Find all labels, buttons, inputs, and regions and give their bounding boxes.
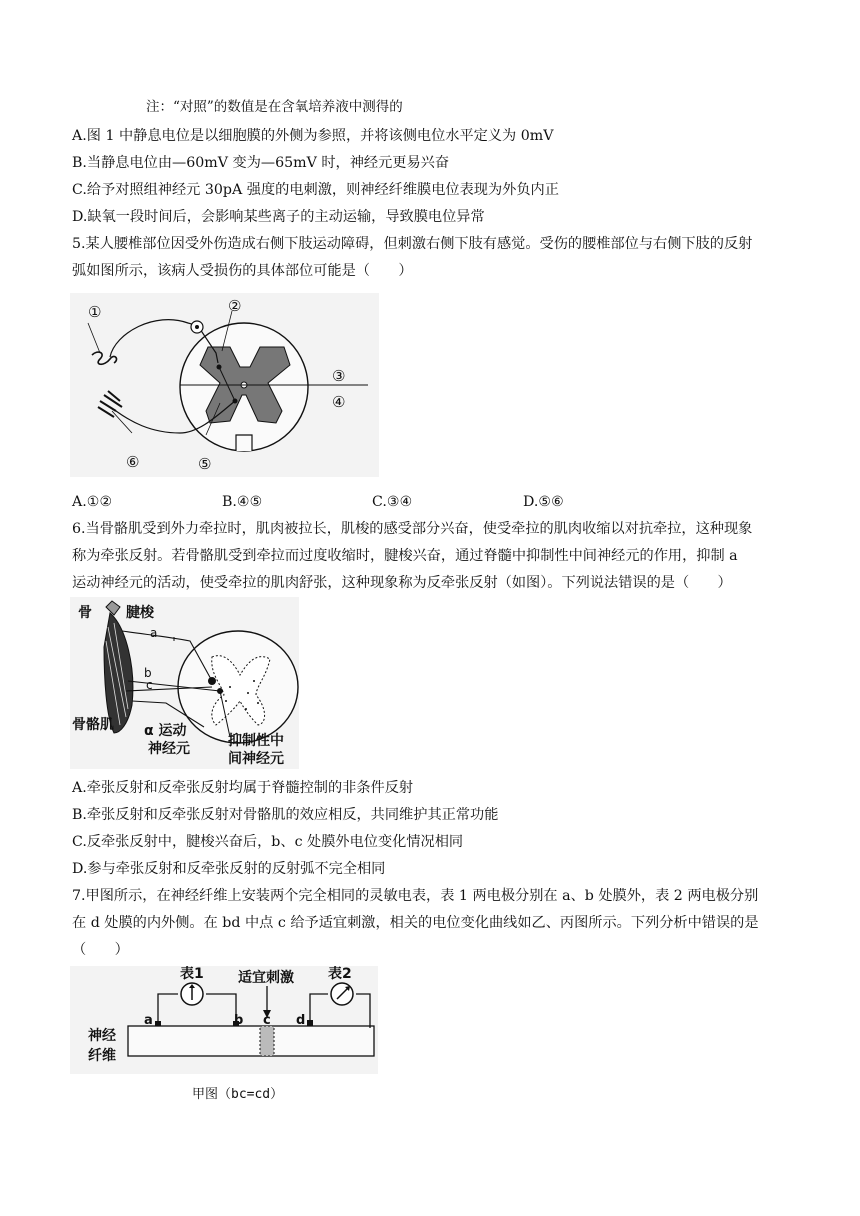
table-note: 注：“对照”的数值是在含氧培养液中测得的 — [146, 99, 403, 115]
label-meter2: 表2 — [328, 966, 352, 982]
q5-stem-line2: 弧如图所示，该病人受损伤的具体部位可能是（ ） — [72, 263, 413, 279]
q4-option-a: A.图 1 中静息电位是以细胞膜的外侧为参照，并将该侧电位水平定义为 0mV — [72, 128, 554, 144]
label-tendon-spindle: 腱梭 — [126, 605, 154, 621]
label-1: ① — [88, 303, 102, 321]
q4-option-c: C.给予对照组神经元 30pA 强度的电刺激，则神经纤维膜电位表现为外负内正 — [72, 182, 559, 198]
q6-option-d: D.参与牵张反射和反牵张反射的反射弧不完全相同 — [72, 861, 386, 877]
label-motor-neuron-2: 神经元 — [148, 741, 190, 757]
label-2: ② — [228, 297, 242, 315]
q7-nerve-fiber-figure — [70, 966, 378, 1074]
label-b: b — [234, 1013, 244, 1028]
label-c: c — [263, 1013, 271, 1028]
label-c: c — [146, 678, 153, 692]
label-fiber-1: 神经 — [88, 1028, 116, 1044]
q6-option-c: C.反牵张反射中，腱梭兴奋后，b、c 处膜外电位变化情况相同 — [72, 834, 464, 850]
q6-option-b: B.牵张反射和反牵张反射对骨骼肌的效应相反，共同维护其正常功能 — [72, 807, 499, 823]
q7-stem-line2: 在 d 处膜的内外侧。在 bd 中点 c 给予适宜刺激，相关的电位变化曲线如乙、丙图所示。下列分析中错误的是 — [72, 915, 759, 931]
label-4: ④ — [332, 393, 346, 411]
q7-stem-line1: 7.甲图所示，在神经纤维上安装两个完全相同的灵敏电表，表 1 两电极分别在 a、b 处膜外，表 2 两电极分别 — [72, 888, 759, 904]
label-bone: 骨 — [78, 605, 92, 621]
label-skeletal-muscle: 骨骼肌 — [72, 717, 114, 733]
label-inhibitory-2: 间神经元 — [228, 751, 284, 767]
q5-stem-line1: 5.某人腰椎部位因受外伤造成右侧下肢运动障碍，但刺激右侧下肢有感觉。受伤的腰椎部位与右侧下肢的反射 — [72, 236, 753, 252]
q5-option-a: A.①② — [72, 494, 113, 510]
q7-stem-line3: （ ） — [72, 942, 129, 958]
label-3: ③ — [332, 367, 346, 385]
q5-reflex-arc-figure — [70, 293, 379, 477]
label-d: d — [296, 1013, 306, 1028]
label-stimulus: 适宜刺激 — [238, 970, 294, 986]
q6-option-a: A.牵张反射和反牵张反射均属于脊髓控制的非条件反射 — [72, 780, 414, 796]
q4-option-b: B.当静息电位由—60mV 变为—65mV 时，神经元更易兴奋 — [72, 155, 450, 171]
q6-stem-line1: 6.当骨骼肌受到外力牵拉时，肌肉被拉长，肌梭的感受部分兴奋，使受牵拉的肌肉收缩以对抗牵拉，这种现象 — [72, 521, 753, 537]
q5-option-b: B.④⑤ — [222, 494, 263, 510]
label-fiber-2: 纤维 — [88, 1048, 116, 1064]
label-a: a — [144, 1013, 153, 1028]
q6-stem-line3: 运动神经元的活动，使受牵拉的肌肉舒张，这种现象称为反牵张反射（如图）。下列说法错误的是（ ） — [72, 575, 732, 591]
stimulus-zone — [260, 1026, 274, 1056]
figure-caption-jia: 甲图（bc=cd） — [192, 1087, 284, 1102]
label-meter1: 表1 — [180, 966, 204, 982]
label-inhibitory-1: 抑制性中 — [228, 733, 284, 749]
label-motor-neuron-1: α 运动 — [144, 723, 187, 739]
label-6: ⑥ — [126, 453, 140, 471]
q6-stem-line2: 称为牵张反射。若骨骼肌受到牵拉而过度收缩时，腱梭兴奋，通过脊髓中抑制性中间神经元的作用，抑制 a — [72, 548, 738, 564]
receptor — [92, 352, 117, 364]
q6-stretch-reflex-figure — [70, 597, 299, 769]
q4-option-d: D.缺氧一段时间后，会影响某些离子的主动运输，导致膜电位异常 — [72, 209, 485, 225]
q5-option-c: C.③④ — [372, 494, 413, 510]
label-b: b — [144, 666, 152, 680]
label-5: ⑤ — [198, 455, 212, 473]
label-a: a — [150, 626, 158, 640]
nerve-fiber — [128, 1026, 374, 1056]
q5-option-d: D.⑤⑥ — [523, 494, 564, 510]
